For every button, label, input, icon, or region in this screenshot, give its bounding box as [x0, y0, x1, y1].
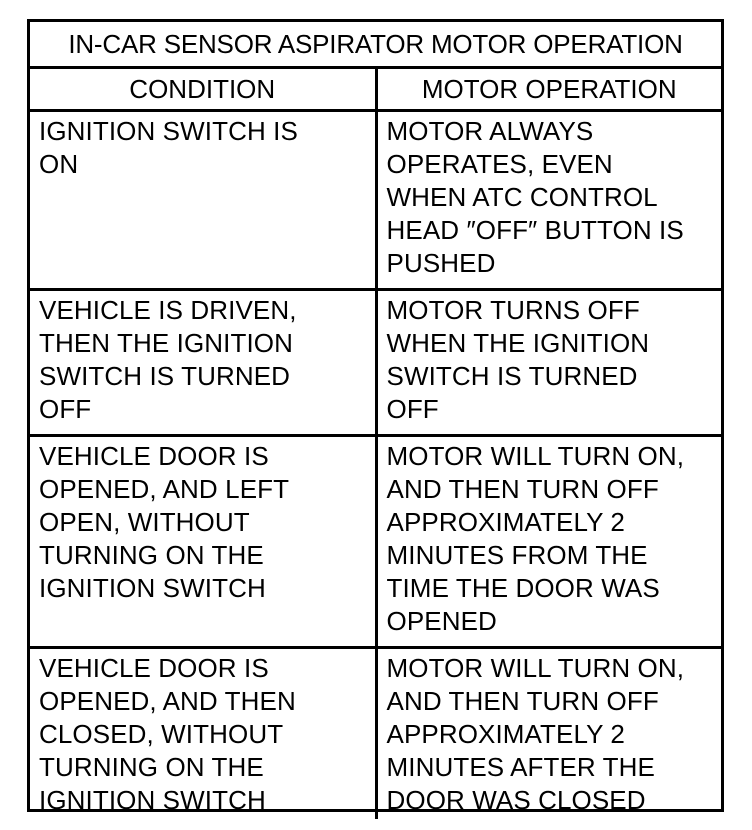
operation-cell: MOTOR WILL TURN ON, AND THEN TURN OFF APPROXIMATELY 2 MINUTES FROM THE TIME THE DOOR WAS OPENED — [376, 436, 721, 648]
table-row — [30, 648, 721, 820]
motor-operation-table — [30, 22, 721, 819]
condition-cell: VEHICLE DOOR IS OPENED, AND THEN CLOSED, WITHOUT TURNING ON THE IGNITION SWITCH — [30, 648, 376, 820]
table-header-row — [30, 68, 721, 111]
table-row — [30, 111, 721, 290]
table-title: IN-CAR SENSOR ASPIRATOR MOTOR OPERATION — [30, 22, 721, 68]
table-title-row — [30, 22, 721, 68]
operation-cell: MOTOR ALWAYS OPERATES, EVEN WHEN ATC CONTROL HEAD ″OFF″ BUTTON IS PUSHED — [376, 111, 721, 290]
operation-cell: MOTOR TURNS OFF WHEN THE IGNITION SWITCH IS TURNED OFF — [376, 290, 721, 436]
operation-cell: MOTOR WILL TURN ON, AND THEN TURN OFF APPROXIMATELY 2 MINUTES AFTER THE DOOR WAS CLOSED — [376, 648, 721, 820]
column-header-condition: CONDITION — [30, 68, 376, 111]
table-row — [30, 290, 721, 436]
table-row — [30, 436, 721, 648]
condition-cell: IGNITION SWITCH IS ON — [30, 111, 376, 290]
column-header-motor-operation: MOTOR OPERATION — [376, 68, 721, 111]
motor-operation-table-frame — [27, 19, 724, 815]
condition-cell: VEHICLE IS DRIVEN, THEN THE IGNITION SWITCH IS TURNED OFF — [30, 290, 376, 436]
condition-cell: VEHICLE DOOR IS OPENED, AND LEFT OPEN, WITHOUT TURNING ON THE IGNITION SWITCH — [30, 436, 376, 648]
